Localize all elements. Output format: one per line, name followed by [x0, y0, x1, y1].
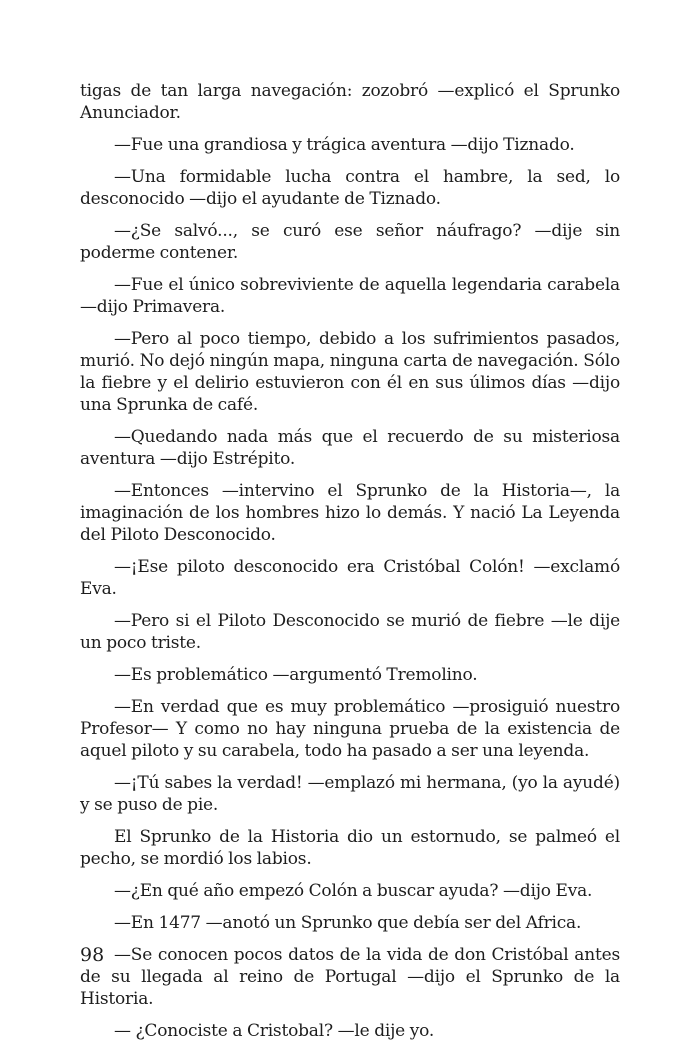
paragraph: —En verdad que es muy problemático —prosiguió nuestro Profesor— Y como no hay ninguna prueba de la existencia de aquel piloto y su carabela, todo ha pasado a ser una leyenda. — [80, 697, 620, 761]
paragraph: —Pero si el Piloto Desconocido se murió de fiebre —le dije un poco triste. — [80, 611, 620, 653]
paragraph: —En 1477 —anotó un Sprunko que debía ser del Africa. — [114, 913, 582, 933]
paragraph: —Es problemático —argumentó Tremolino. — [114, 665, 478, 685]
paragraph: —Entonces —intervino el Sprunko de la Historia—, la imaginación de los hombres hizo lo demás. Y nació La Leyenda del Piloto Desconocido. — [80, 481, 620, 545]
body-text — [80, 80, 620, 1052]
paragraph: —¡Tú sabes la verdad! —emplazó mi hermana, (yo la ayudé) y se puso de pie. — [80, 773, 620, 815]
paragraph: —Pero al poco tiempo, debido a los sufrimientos pasados, murió. No dejó ningún mapa, ninguna carta de navegación. Sólo la fiebre y el delirio estuvieron con él en sus úlimos días —dijo una Sprunka de café. — [80, 329, 620, 415]
paragraph: —Fue una grandiosa y trágica aventura —dijo Tiznado. — [114, 135, 575, 155]
paragraph: —Quedando nada más que el recuerdo de su misteriosa aventura —dijo Estrépito. — [80, 427, 620, 469]
paragraph: —¿En qué año empezó Colón a buscar ayuda? —dijo Eva. — [114, 881, 593, 901]
paragraph: — ¿Conociste a Cristobal? —le dije yo. — [114, 1021, 435, 1041]
paragraph: —¿Se salvó..., se curó ese señor náufrago? —dije sin poderme contener. — [80, 221, 620, 263]
paragraph: —¡Ese piloto desconocido era Cristóbal Colón! —exclamó Eva. — [80, 557, 620, 599]
page-number: 98 — [80, 944, 105, 966]
paragraph: —Se conocen pocos datos de la vida de don Cristóbal antes de su llegada al reino de Portugal —dijo el Sprunko de la Historia. — [80, 945, 620, 1009]
paragraph: —Una formidable lucha contra el hambre, la sed, lo desconocido —dijo el ayudante de Tiznado. — [80, 167, 620, 209]
paragraph: —Fue el único sobreviviente de aquella legendaria carabela —dijo Primavera. — [80, 275, 620, 317]
paragraph: El Sprunko de la Historia dio un estornudo, se palmeó el pecho, se mordió los labios. — [80, 827, 620, 869]
paragraph: tigas de tan larga navegación: zozobró —explicó el Sprunko Anunciador. — [80, 81, 620, 123]
